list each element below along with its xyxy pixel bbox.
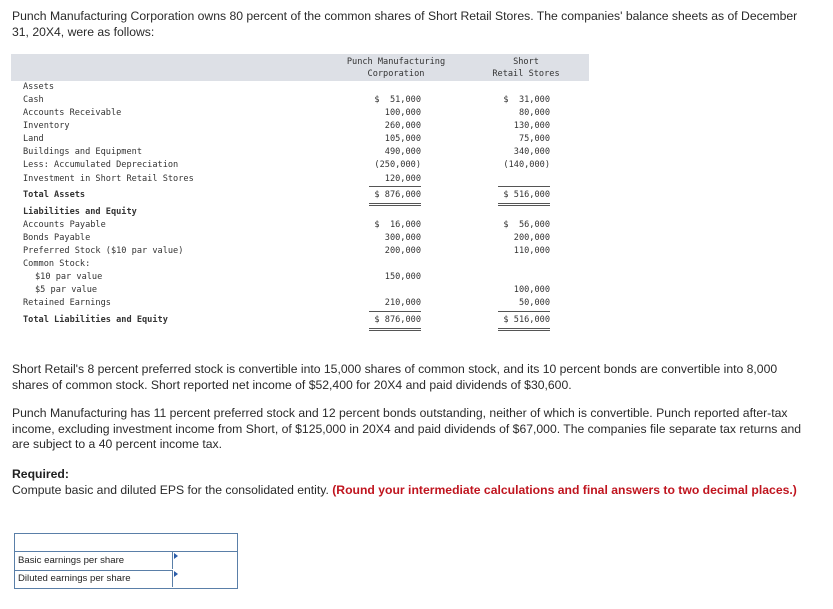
required-instruction xyxy=(12,483,817,499)
basic-eps-input[interactable] xyxy=(172,552,237,569)
table-row: Preferred Stock ($10 par value) 200,000 110,000 xyxy=(23,246,550,256)
total-rule xyxy=(498,205,550,206)
input-marker-icon xyxy=(174,553,178,559)
table-row: Total Assets $ 876,000 $ 516,000 xyxy=(23,190,550,200)
answer-table xyxy=(14,551,238,589)
diluted-eps-input[interactable] xyxy=(172,570,237,587)
table-row: Investment in Short Retail Stores 120,000 xyxy=(23,174,421,184)
required-text: Compute basic and diluted EPS for the consolidated entity. xyxy=(12,482,329,497)
problem-intro: Punch Manufacturing Corporation owns 80 percent of the common shares of Short Retail Stores. The companies' balance sheets as of December 31, 20X4, were as follows: xyxy=(12,9,798,39)
total-rule xyxy=(498,203,550,204)
table-row: Land 105,000 75,000 xyxy=(23,134,550,144)
answer-row-basic xyxy=(15,552,237,571)
input-marker-icon xyxy=(174,571,178,577)
table-row: Buildings and Equipment 490,000 340,000 xyxy=(23,147,550,157)
required-section xyxy=(12,467,817,498)
subtotal-rule xyxy=(498,311,550,312)
rounding-note: (Round your intermediate calculations and final answers to two decimal places.) xyxy=(332,482,797,497)
subtotal-rule xyxy=(369,311,421,312)
subtotal-rule xyxy=(369,186,421,187)
table-row: Retained Earnings 210,000 50,000 xyxy=(23,298,550,308)
diluted-eps-label: Diluted earnings per share xyxy=(18,573,131,584)
table-row: $10 par value 150,000 xyxy=(35,272,421,282)
column-header-short: Short Retail Stores xyxy=(492,57,560,79)
total-rule xyxy=(369,205,421,206)
table-row: $5 par value 100,000 xyxy=(35,285,550,295)
balance-sheet-table xyxy=(11,54,589,334)
answer-table-header xyxy=(14,533,238,551)
total-rule xyxy=(369,203,421,204)
table-row: Accounts Payable $ 16,000 $ 56,000 xyxy=(23,220,550,230)
problem-paragraph-short: Short Retail's 8 percent preferred stock is convertible into 15,000 shares of common stock, and its 10 percent bonds are convertible into 8,000 shares of common stock. Short reported net income of $52,400 for 20X4 and paid dividends of $30,600. xyxy=(12,362,778,392)
table-row: Inventory 260,000 130,000 xyxy=(23,121,550,131)
table-row: Common Stock: xyxy=(23,259,91,269)
table-row: Liabilities and Equity xyxy=(23,207,137,217)
total-rule xyxy=(369,330,421,331)
problem-paragraph-punch: Punch Manufacturing has 11 percent preferred stock and 12 percent bonds outstanding, neither of which is convertible. Punch reported after-tax income, excluding investment income from Short, of $125,000 in 20X4 and paid dividends of $67,000. The companies file separate tax returns and are subject to a 40 percent income tax. xyxy=(12,406,802,451)
table-row: Bonds Payable 300,000 200,000 xyxy=(23,233,550,243)
answer-row-diluted xyxy=(15,570,237,588)
total-rule xyxy=(369,328,421,329)
basic-eps-label: Basic earnings per share xyxy=(18,555,125,566)
table-row: Accounts Receivable 100,000 80,000 xyxy=(23,108,550,118)
total-rule xyxy=(498,330,550,331)
table-row: Total Liabilities and Equity $ 876,000 $ 516,000 xyxy=(23,315,550,325)
balance-sheet-header xyxy=(11,54,589,81)
required-heading: Required: xyxy=(12,467,69,481)
subtotal-rule xyxy=(498,186,550,187)
table-row: Less: Accumulated Depreciation (250,000) (140,000) xyxy=(23,160,550,170)
column-header-punch: Punch Manufacturing Corporation xyxy=(346,57,446,79)
total-rule xyxy=(498,328,550,329)
table-row: Cash $ 51,000 $ 31,000 xyxy=(23,95,550,105)
table-row: Assets xyxy=(23,82,55,92)
